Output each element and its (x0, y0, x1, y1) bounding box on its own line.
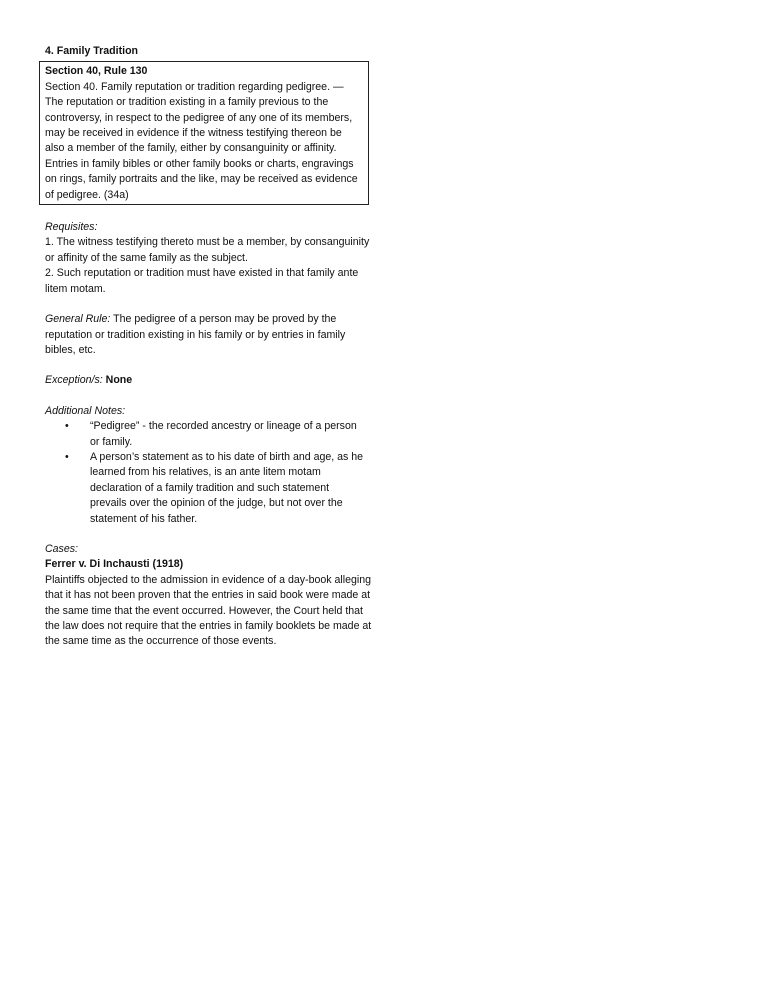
requisite-item: 2. Such reputation or tradition must have existed in that family ante litem motam. (45, 267, 359, 295)
document-page (45, 44, 375, 650)
exceptions-paragraph (45, 373, 375, 388)
bullet-icon: • (65, 420, 69, 433)
general-rule-paragraph (45, 312, 375, 358)
requisites-label: Requisites: (45, 221, 98, 234)
list-item (45, 419, 365, 450)
requisites-section (45, 220, 375, 297)
bullet-icon: • (65, 450, 69, 463)
section-heading: 4. Family Tradition (45, 45, 139, 57)
exceptions-label: Exception/s: (45, 374, 103, 387)
exceptions-text: None (102, 374, 133, 387)
general-rule-label: General Rule: (45, 313, 111, 326)
general-rule-section (45, 312, 375, 358)
list-item (45, 450, 365, 527)
rule-text-box (39, 61, 369, 205)
case-title: Ferrer v. Di Inchausti (1918) (45, 558, 184, 571)
cases-label: Cases: (45, 542, 78, 555)
additional-notes-label: Additional Notes: (45, 404, 126, 417)
rule-citation: Section 40, Rule 130 (45, 65, 148, 78)
rule-text: Section 40. Family reputation or tradition regarding pedigree. — The reputation or tradition existing in a family previous to the controversy, in respect to the pedigree of any one of its members, may be received in evidence if the witness testifying thereon be also a member of the family, either by consanguinity or affinity. Entries in family bibles or other family books or charts, engravings on rings, family portraits and the like, may be received as evidence of pedigree. (34a) (45, 80, 358, 201)
additional-notes-section (45, 404, 375, 527)
requisite-item: 1. The witness testifying thereto must be a member, by consanguinity or affinity of the same family as the subject. (45, 236, 370, 264)
notes-list (45, 419, 375, 527)
note-text: “Pedigree” - the recorded ancestry or lineage of a person or family. (90, 420, 357, 448)
exceptions-section (45, 373, 375, 388)
general-rule-text: The pedigree of a person may be proved by the reputation or tradition existing in his family or by entries in family bibles, etc. (45, 313, 346, 356)
case-summary: Plaintiffs objected to the admission in evidence of a day-book alleging that it has not been proven that the entries in said book were made at the same time that the event occurred. However, the Court held that the law does not require that the entries in family booklets be made at the same time as the occurrence of those events. (45, 573, 372, 648)
note-text: A person’s statement as to his date of birth and age, as he learned from his relatives, is an ante litem motam declaration of a family tradition and such statement prevails over the opinion of the judge, but not over the statement of his father. (90, 450, 364, 525)
cases-section (45, 542, 375, 650)
